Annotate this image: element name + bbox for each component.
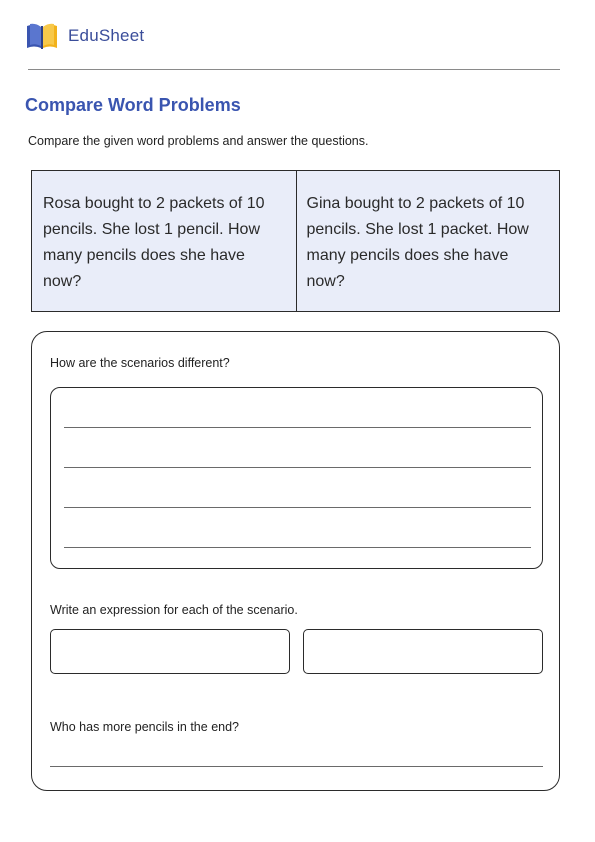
- question-comparison: Who has more pencils in the end?: [50, 720, 239, 734]
- expression-box-rosa[interactable]: [50, 629, 290, 674]
- expression-box-gina[interactable]: [303, 629, 543, 674]
- question-expression: Write an expression for each of the scenario.: [50, 603, 298, 617]
- brand-header: [26, 20, 144, 52]
- scenario-rosa: Rosa bought to 2 packets of 10 pencils. She lost 1 pencil. How many pencils does she have now?: [43, 195, 265, 290]
- open-book-icon: [26, 21, 58, 51]
- page-title: Compare Word Problems: [25, 95, 241, 115]
- instructions-text: Compare the given word problems and answer the questions.: [28, 134, 369, 148]
- brand-name: EduSheet: [68, 26, 145, 45]
- header-divider: [28, 69, 560, 70]
- writing-line[interactable]: [64, 507, 531, 508]
- comparison-answer-line[interactable]: [50, 766, 543, 767]
- writing-line[interactable]: [64, 547, 531, 548]
- question-difference: How are the scenarios different?: [50, 356, 230, 370]
- writing-line[interactable]: [64, 427, 531, 428]
- writing-line[interactable]: [64, 467, 531, 468]
- scenario-gina: Gina bought to 2 packets of 10 pencils. She lost 1 packet. How many pencils does she have now?: [296, 171, 560, 311]
- question-card: [31, 331, 560, 791]
- difference-answer-box[interactable]: [50, 387, 543, 569]
- scenario-table: [31, 170, 560, 312]
